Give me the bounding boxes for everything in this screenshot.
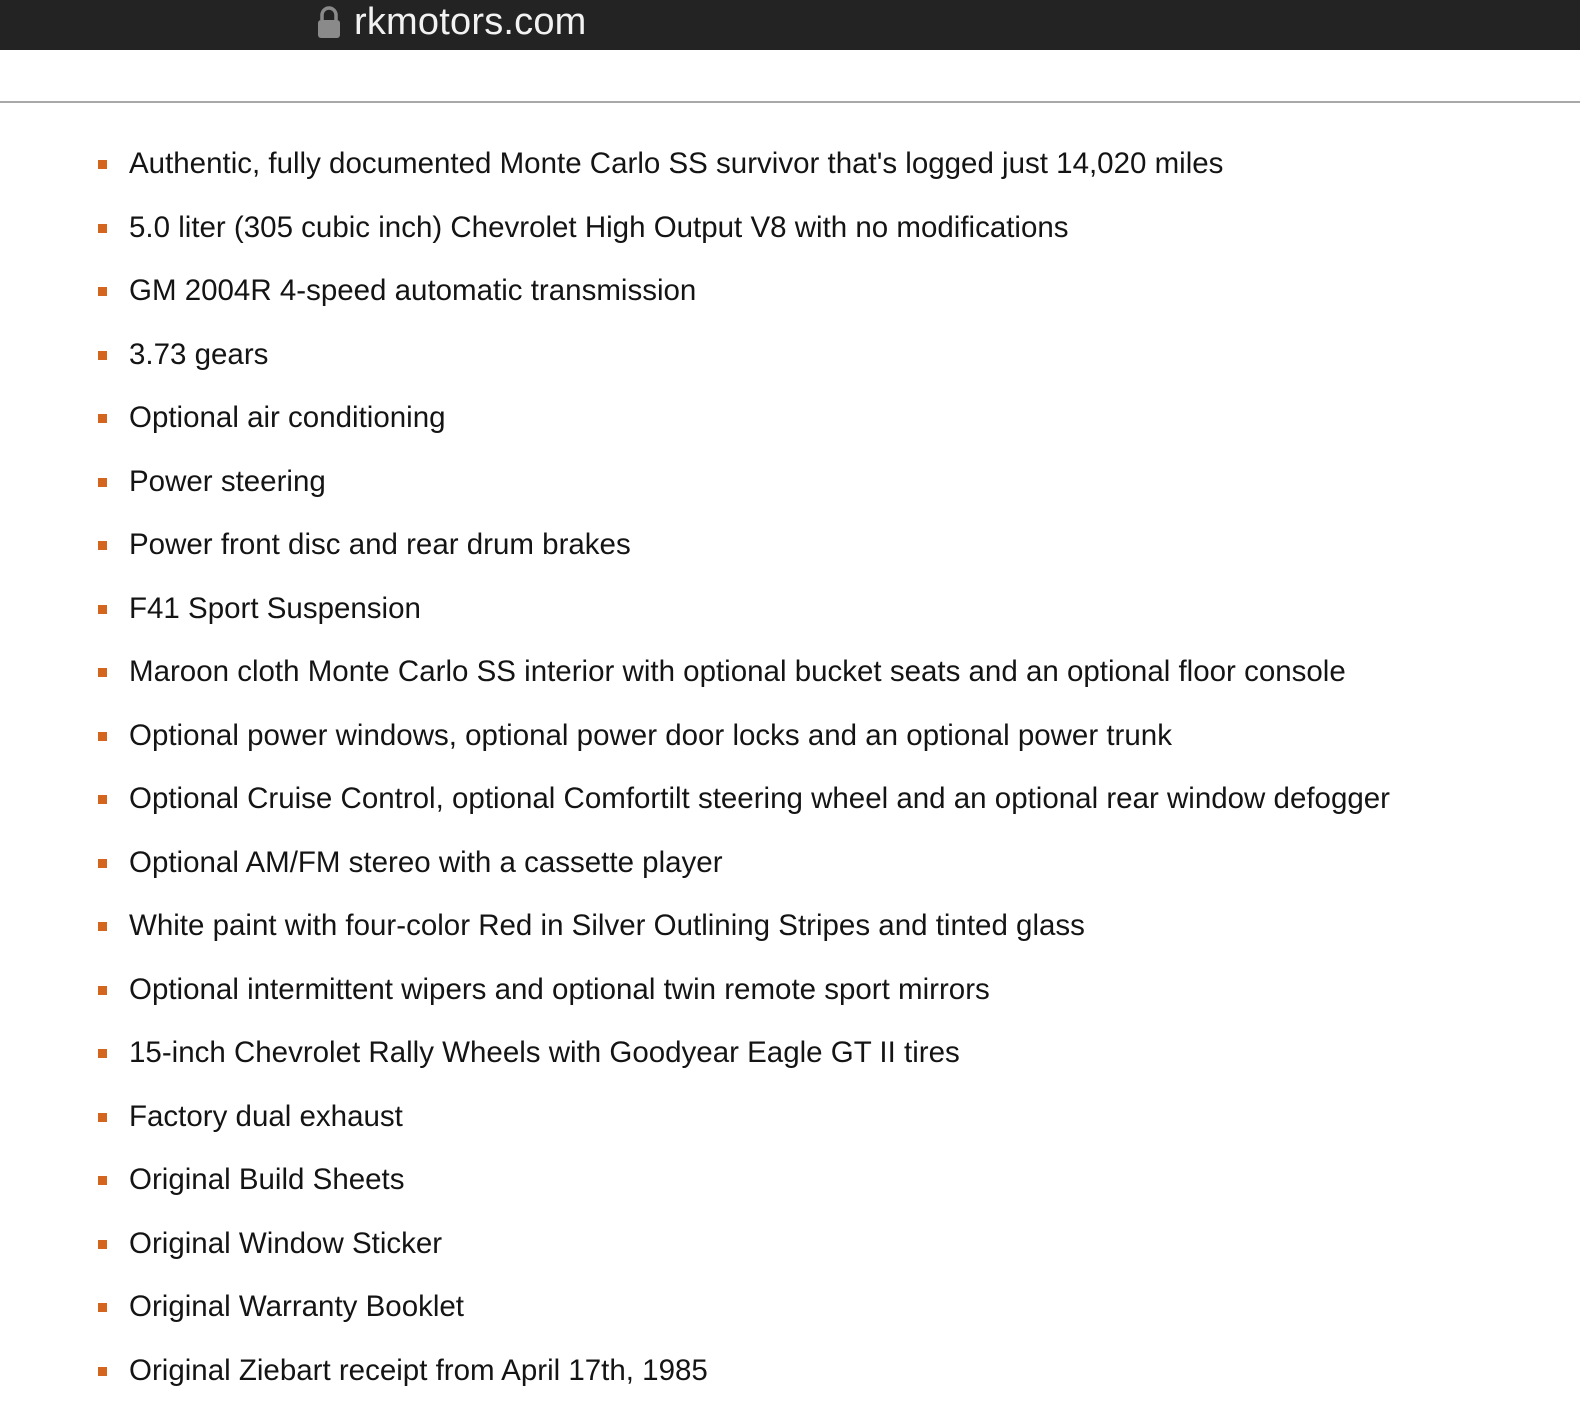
list-item [0, 132, 1580, 196]
lock-icon [316, 5, 342, 39]
list-item-text: Original Ziebart receipt from April 17th, 1985 [129, 1353, 708, 1387]
list-item [0, 1148, 1580, 1212]
list-item [0, 513, 1580, 577]
square-bullet-icon [98, 414, 107, 423]
feature-list [0, 132, 1580, 1402]
list-item [0, 831, 1580, 895]
square-bullet-icon [98, 160, 107, 169]
browser-url-bar[interactable] [0, 0, 1580, 50]
square-bullet-icon [98, 1176, 107, 1185]
list-item [0, 323, 1580, 387]
list-item [0, 1021, 1580, 1085]
square-bullet-icon [98, 1113, 107, 1122]
list-item [0, 1085, 1580, 1149]
square-bullet-icon [98, 1240, 107, 1249]
square-bullet-icon [98, 859, 107, 868]
list-item-text: White paint with four-color Red in Silver Outlining Stripes and tinted glass [129, 909, 1085, 942]
square-bullet-icon [98, 732, 107, 741]
square-bullet-icon [98, 351, 107, 360]
url-text: rkmotors.com [354, 1, 587, 43]
list-item [0, 640, 1580, 704]
list-item-text: GM 2004R 4-speed automatic transmission [129, 274, 697, 307]
list-item [0, 450, 1580, 514]
list-item-text: Original Build Sheets [129, 1163, 405, 1196]
list-item-text: Optional power windows, optional power door locks and an optional power trunk [129, 718, 1172, 752]
list-item [0, 196, 1580, 260]
list-item-text: 5.0 liter (305 cubic inch) Chevrolet High Output V8 with no modifications [129, 210, 1069, 244]
list-item [0, 958, 1580, 1022]
list-item [0, 577, 1580, 641]
list-item-text: Original Window Sticker [129, 1226, 443, 1260]
list-item-text: Power steering [129, 464, 326, 498]
square-bullet-icon [98, 1367, 107, 1376]
list-item-text: Optional intermittent wipers and optional twin remote sport mirrors [129, 972, 990, 1006]
list-item-text: Factory dual exhaust [129, 1099, 403, 1133]
square-bullet-icon [98, 605, 107, 614]
square-bullet-icon [98, 668, 107, 677]
list-item [0, 1275, 1580, 1339]
square-bullet-icon [98, 541, 107, 550]
list-item-text: Original Warranty Booklet [129, 1290, 465, 1323]
list-item [0, 1212, 1580, 1276]
list-item [0, 704, 1580, 768]
list-item-text: Authentic, fully documented Monte Carlo SS survivor that's logged just 14,020 miles [129, 147, 1224, 180]
square-bullet-icon [98, 986, 107, 995]
site-header-strip [0, 50, 1580, 103]
list-item [0, 259, 1580, 323]
list-item-text: Power front disc and rear drum brakes [129, 528, 631, 561]
list-item-text: Maroon cloth Monte Carlo SS interior with optional bucket seats and an optional floor console [129, 655, 1346, 688]
square-bullet-icon [98, 478, 107, 487]
list-item-text: Optional air conditioning [129, 401, 446, 434]
square-bullet-icon [98, 287, 107, 296]
list-item-text: F41 Sport Suspension [129, 591, 421, 625]
list-item-text: 3.73 gears [129, 337, 269, 371]
list-item-text: 15-inch Chevrolet Rally Wheels with Goodyear Eagle GT II tires [129, 1036, 960, 1069]
square-bullet-icon [98, 1049, 107, 1058]
list-item [0, 767, 1580, 831]
list-item-text: Optional AM/FM stereo with a cassette player [129, 845, 723, 879]
square-bullet-icon [98, 922, 107, 931]
list-item [0, 1339, 1580, 1403]
list-item [0, 894, 1580, 958]
list-item-text: Optional Cruise Control, optional Comfortilt steering wheel and an optional rear window defogger [129, 782, 1391, 815]
list-item [0, 386, 1580, 450]
address-display[interactable] [316, 0, 587, 44]
square-bullet-icon [98, 1303, 107, 1312]
square-bullet-icon [98, 795, 107, 804]
square-bullet-icon [98, 224, 107, 233]
